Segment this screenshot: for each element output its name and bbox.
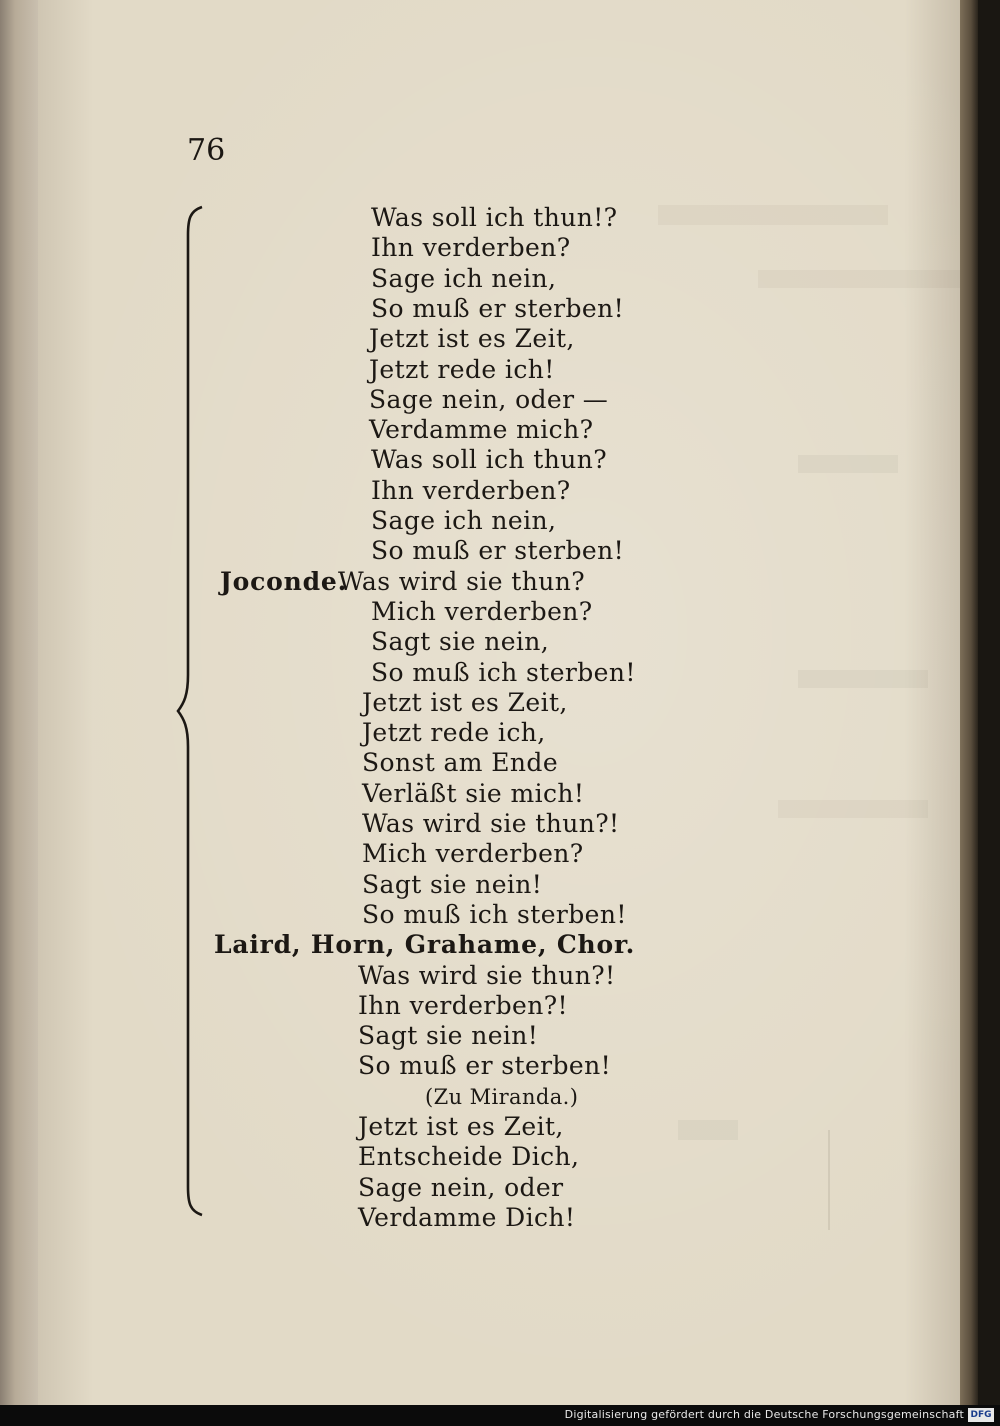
dfg-logo: DFG	[968, 1408, 994, 1422]
verse-line: Jetzt ist es Zeit,	[369, 324, 575, 354]
verse-line: Entscheide Dich,	[358, 1142, 580, 1172]
verse-line: Jetzt rede ich,	[362, 718, 546, 748]
speaker-label: Laird, Horn, Grahame, Chor.	[214, 930, 636, 960]
verse-line: Ihn verderben?	[371, 233, 571, 263]
book-page-edge	[960, 0, 978, 1405]
verse-line: Sage ich nein,	[371, 263, 557, 293]
verse-line: Jetzt ist es Zeit,	[362, 687, 568, 717]
bleed-through-brace	[828, 1130, 830, 1230]
bleed-through-mark	[798, 455, 898, 473]
verse-line: So muß er sterben!	[371, 536, 625, 566]
verse-line: Jetzt rede ich!	[369, 354, 555, 384]
verse-line: So muß er sterben!	[358, 1051, 612, 1081]
digitization-credit: Digitalisierung gefördert durch die Deutsche Forschungsgemeinschaft	[564, 1408, 964, 1421]
verse-line: Was wird sie thun?!	[362, 809, 620, 838]
verse-line: Was wird sie thun?	[338, 566, 586, 596]
verse-line: So muß er sterben!	[371, 293, 625, 323]
verse-line: Sage ich nein,	[371, 506, 557, 535]
verse-line: Sagt sie nein!	[362, 869, 543, 899]
bleed-through-mark	[758, 270, 968, 288]
verse-line: Verdamme mich?	[369, 415, 594, 445]
verse-line: Was soll ich thun!?	[371, 203, 618, 232]
stage-direction: (Zu Miranda.)	[425, 1084, 579, 1109]
verse-brace	[176, 205, 206, 1217]
verse-line: Sage nein, oder	[358, 1172, 564, 1202]
verse-line: Mich verderben?	[362, 839, 584, 869]
verse-line: Sagt sie nein!	[358, 1021, 539, 1051]
book-spine-left	[0, 0, 38, 1426]
verse-line: Verläßt sie mich!	[362, 778, 585, 808]
page-number: 76	[187, 133, 226, 168]
bleed-through-mark	[678, 1120, 738, 1140]
verse-line: Mich verderben?	[371, 596, 593, 626]
verse-line: Verdamme Dich!	[358, 1202, 576, 1232]
verse-line: Ihn verderben?!	[358, 990, 568, 1020]
verse-line: So muß ich sterben!	[371, 657, 636, 687]
verse-line: So muß ich sterben!	[362, 899, 627, 929]
speaker-label: Joconde.	[220, 566, 348, 596]
verse-line: Was soll ich thun?	[371, 445, 608, 475]
verse-line: Sonst am Ende	[362, 748, 559, 778]
verse-line: Ihn verderben?	[371, 475, 571, 505]
verse-line: Jetzt ist es Zeit,	[358, 1112, 564, 1141]
verse-line: Sage nein, oder —	[369, 384, 609, 414]
verse-line: Sagt sie nein,	[371, 627, 550, 657]
bleed-through-mark	[778, 800, 928, 818]
scan-background	[978, 0, 1000, 1426]
verse-line: Was wird sie thun?!	[358, 960, 616, 990]
bleed-through-mark	[798, 670, 928, 688]
bleed-through-mark	[658, 205, 888, 225]
